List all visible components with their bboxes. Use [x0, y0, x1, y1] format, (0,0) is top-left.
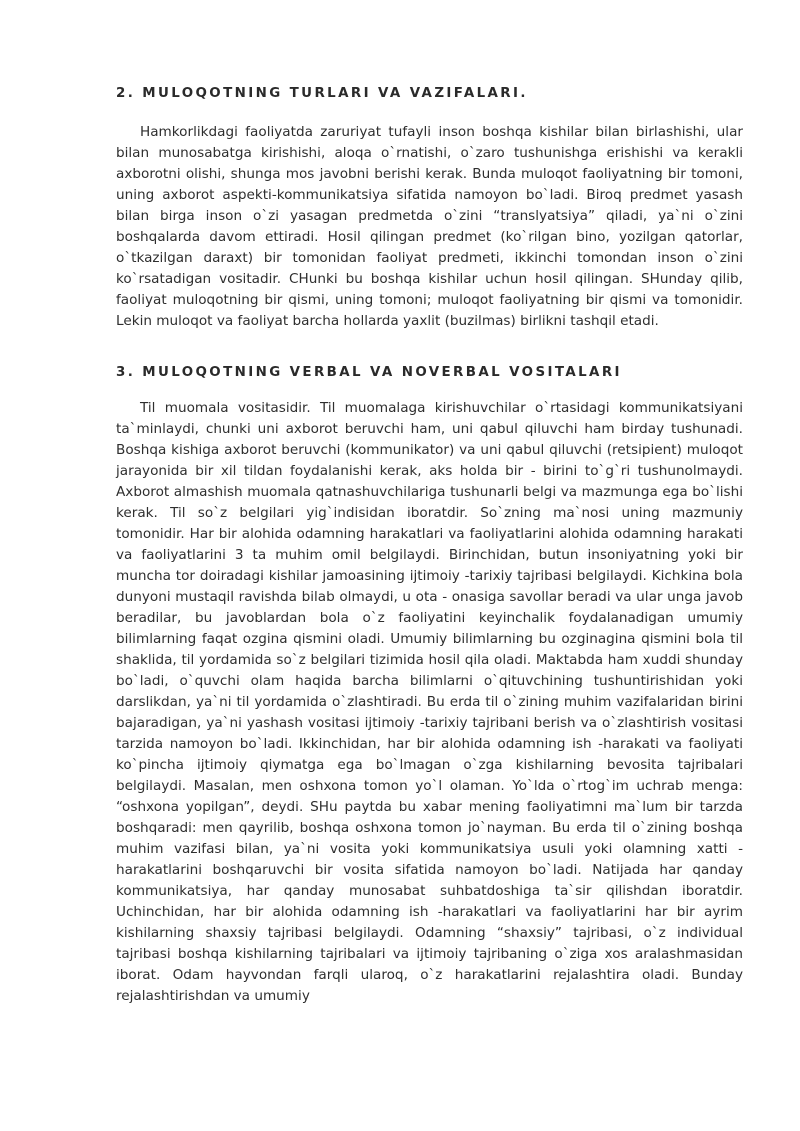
section-paragraph-2: Hamkorlikdagi faoliyatda zaruriyat tufayli inson boshqa kishilar bilan birlashishi, ular bilan munosabatga kirishishi, aloqa o`rnatishi, o`zaro tushunishga erishishi va kerakli axborotni olishi, shunga mos javobni berishi kerak. Bunda muloqot faoliyatning bir tomoni, uning axborot aspekti-kommunikatsiya sifatida namoyon bo`ladi. Biroq predmet yasash bilan birga inson o`zi yasagan predmetda o`zini “translyatsiya” qiladi, ya`ni o`zini boshqalarda davom ettiradi. Hosil qilingan predmet (ko`rilgan bino, yozilgan qatorlar, o`tkazilgan daraxt) bir tomonidan faoliyat predmeti, ikkinchi tomondan inson o`zini ko`rsatadigan vositadir. CHunki bu boshqa kishilar uchun hosil qilingan. SHunday qilib, faoliyat muloqotning bir qismi, uning tomoni; muloqot faoliyatning bir qismi va tomonidir. Lekin muloqot va faoliyat barcha hollarda yaxlit (buzilmas) birlikni tashqil etadi. [116, 124, 743, 329]
section-heading-3: 3. MULOQOTNING VERBAL VA NOVERBAL VOSITALARI [116, 365, 622, 380]
section-paragraph-3: Til muomala vositasidir. Til muomalaga kirishuvchilar o`rtasidagi kommunikatsiyani ta`minlaydi, chunki uni axborot beruvchi ham, uni qabul qiluvchi ham birday tushunadi. Boshqa kishiga axborot beruvchi (kommunikator) va uni qabul qiluvchi (retsipient) muloqot jarayonida bir xil tildan foydalanishi kerak, aks holda bir - birini to`g`ri tushunolmaydi. Axborot almashish muomala qatnashuvchilariga tushunarli belgi va mazmunga ega bo`lishi kerak. Til so`z belgilari yig`indisidan iboratdir. So`zning ma`nosi uning mazmuniy tomonidir. Har bir alohida odamning harakatlari va faoliyatlarini alohida odamning harakati va faoliyatlarini 3 ta muhim omil belgilaydi. Birinchidan, butun insoniyatning yoki bir muncha tor doiradagi kishilar jamoasining ijtimoiy -tarixiy tajribasi belgilaydi. Kichkina bola dunyoni mustaqil ravishda bilab olmaydi, u ota - onasiga savollar beradi va ular unga javob beradilar, bu javoblardan bola o`z faoliyatini keyinchalik foydalanadigan umumiy bilimlarning faqat ozgina qismini oladi. Umumiy bilimlarning bu ozginagina qismini bola til shaklida, til yordamida so`z belgilari tizimida hosil qila oladi. Maktabda ham xuddi shunday bo`ladi, o`quvchi olam haqida barcha bilimlarni o`qituvchining tushuntirishidan yoki darslikdan, ya`ni til yordamida o`zlashtiradi. Bu erda til o`zining muhim vazifalaridan birini bajaradigan, ya`ni yashash vositasi ijtimoiy -tarixiy tajribani berish va o`zlashtirish vositasi tarzida namoyon bo`ladi. Ikkinchidan, har bir alohida odamning ish -harakati va faoliyati ko`pincha ijtimoiy qiymatga ega bo`lmagan o`zga kishilarning bevosita tajribalari belgilaydi. Masalan, men oshxona tomon yo`l olaman. Yo`lda o`rtog`im uchrab menga: “oshxona yopilgan”, deydi. SHu paytda bu xabar mening faoliyatimni ma`lum bir tarzda boshqaradi: men qayrilib, boshqa oshxona tomon jo`nayman. Bu erda til o`zining boshqa muhim vazifasi bilan, ya`ni vosita yoki kommunikatsiya usuli yoki olamning xatti -harakatlarini boshqaruvchi bir vosita sifatida namoyon bo`ladi. Natijada har qanday kommunikatsiya, har qanday munosabat suhbatdoshiga ta`sir qilishdan iboratdir. Uchinchidan, har bir alohida odamning ish -harakatlari va faoliyatlarini har bir ayrim kishilarning shaxsiy tajribasi belgilaydi. Odamning “shaxsiy” tajribasi, o`z individual tajribasi boshqa kishilarning tajribalari va ijtimoiy tajribaning o`ziga xos aralashmasidan iborat. Odam hayvondan farqli ularoq, o`z harakatlarini rejalashtira oladi. Bunday rejalashtirishdan va umumiy [116, 400, 743, 1004]
section-heading-2: 2. MULOQOTNING TURLARI VA VAZIFALARI. [116, 86, 528, 101]
